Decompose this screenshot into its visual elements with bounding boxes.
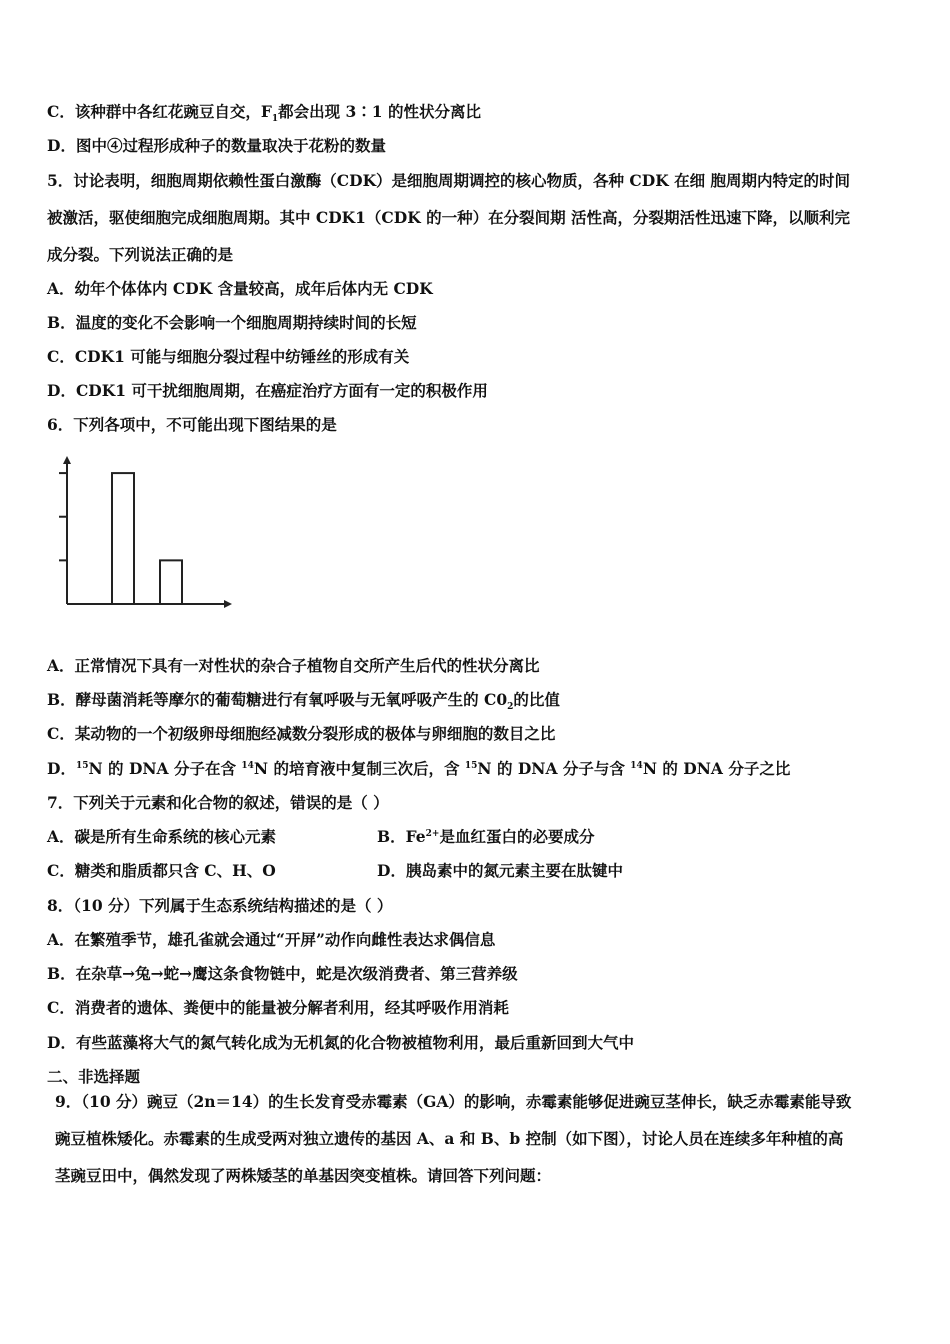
question-9-stem-2: 豌豆植株矮化。赤霉素的生成受两对独立遗传的基因 A、a 和 B、b 控制（如下图），讨论人员在连续多年种植的高	[55, 1129, 844, 1148]
option-d-line: D．图中④过程形成种子的数量取决于花粉的数量	[47, 136, 386, 155]
question-5-option-a: A．幼年个体体内 CDK 含量较高，成年后体内无 CDK	[47, 279, 433, 298]
question-7-stem: 7．下列关于元素和化合物的叙述，错误的是（ ）	[47, 793, 389, 812]
bar-chart	[50, 448, 250, 618]
question-7-option-d: D．胰岛素中的氮元素主要在肽键中	[377, 861, 623, 880]
question-7-option-c: C．糖类和脂质都只含 C、H、O	[47, 861, 276, 880]
question-5-stem-2: 被激活，驱使细胞完成细胞周期。其中 CDK1（CDK 的一种）在分裂间期 活性高，分裂期活性迅速下降，以顺利完	[47, 208, 850, 227]
x-axis-arrow	[224, 600, 232, 608]
question-8-option-d: D．有些蓝藻将大气的氮气转化成为无机氮的化合物被植物利用，最后重新回到大气中	[47, 1033, 634, 1052]
question-7-option-a: A．碳是所有生命系统的核心元素	[47, 827, 277, 846]
question-8-option-a: A．在繁殖季节，雄孔雀就会通过“开屏”动作向雌性表达求偶信息	[47, 930, 496, 949]
question-6-option-b: B．酵母菌消耗等摩尔的葡萄糖进行有氧呼吸与无氧呼吸产生的 $C0_2$的比值	[47, 690, 560, 713]
question-9-stem-3: 茎豌豆田中，偶然发现了两株矮茎的单基因突变植株。请回答下列问题：	[55, 1166, 552, 1185]
question-6-option-a: A．正常情况下具有一对性状的杂合子植物自交所产生后代的性状分离比	[47, 656, 540, 675]
bar-1	[112, 473, 134, 604]
question-6-stem: 6．下列各项中，不可能出现下图结果的是	[47, 415, 337, 434]
bar-2	[160, 560, 182, 604]
question-5-option-c: C．CDK1 可能与细胞分裂过程中纺锤丝的形成有关	[47, 347, 410, 366]
question-6-option-c: C．某动物的一个初级卵母细胞经减数分裂形成的极体与卵细胞的数目之比	[47, 724, 556, 743]
question-5-stem-1: 5．讨论表明，细胞周期依赖性蛋白激酶（CDK）是细胞周期调控的核心物质，各种 CDK 在细 胞周期内特定的时间	[47, 171, 850, 190]
question-5-stem-3: 成分裂。下列说法正确的是	[47, 245, 234, 264]
option-c-line: C．该种群中各红花豌豆自交，$F_1$都会出现 3∶1 的性状分离比	[47, 102, 481, 125]
question-9-stem-1: 9．（10 分）豌豆（2n＝14）的生长发育受赤霉素（GA）的影响，赤霉素能够促进豌豆茎伸长，缺乏赤霉素能导致	[55, 1092, 852, 1111]
question-5-option-b: B．温度的变化不会影响一个细胞周期持续时间的长短	[47, 313, 417, 332]
question-8-option-c: C．消费者的遗体、粪便中的能量被分解者利用，经其呼吸作用消耗	[47, 998, 509, 1017]
question-8-option-b: B．在杂草→兔→蛇→鹰这条食物链中，蛇是次级消费者、第三营养级	[47, 964, 518, 983]
question-8-stem: 8．（10 分）下列属于生态系统结构描述的是（ ）	[47, 896, 393, 915]
question-7-option-b: B．$Fe^{2+}$是血红蛋白的必要成分	[377, 827, 595, 846]
question-5-option-d: D．CDK1 可干扰细胞周期，在癌症治疗方面有一定的积极作用	[47, 381, 488, 400]
section-heading: 二、非选择题	[47, 1067, 141, 1086]
y-axis-arrow	[63, 456, 71, 464]
question-6-option-d: D．$^{15}$N 的 DNA 分子在含 $^{14}$N 的培育液中复制三次后，含 $^{15}$N 的 DNA 分子与含 $^{14}$N 的 DNA 分子之比	[47, 759, 791, 778]
